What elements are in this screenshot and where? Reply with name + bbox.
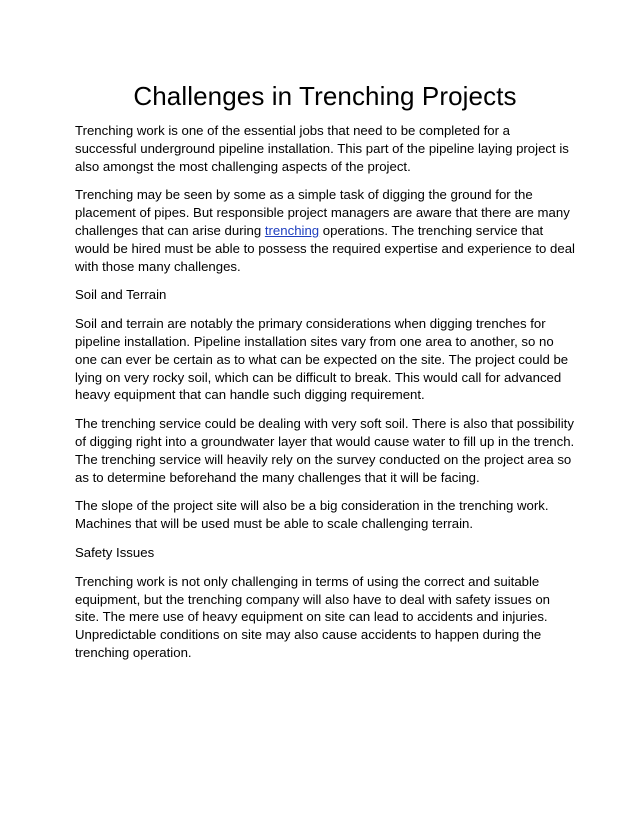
soil-paragraph-1: Soil and terrain are notably the primary considerations when digging trenches for pipeline installation. Pipeline installation sites vary from one area to another, so no one can ever be certain as to what can be expected on the site. The project could be lying on very rocky soil, which can be difficult to break. This would call for advanced heavy equipment that can handle such digging requirement. <box>75 316 569 403</box>
trenching-link[interactable]: trenching <box>264 222 320 238</box>
document-page <box>75 78 575 673</box>
soil-paragraph-2: The trenching service could be dealing with very soft soil. There is also that possibility of digging right into a groundwater layer that would cause water to fill up in the trench. The trenching service will heavily rely on the survey conducted on the project area so as to determine beforehand the many challenges that it will be facing. <box>75 416 575 485</box>
safety-paragraph: Trenching work is not only challenging in terms of using the correct and suitable equipment, but the trenching company will also have to deal with safety issues on site. The mere use of heavy equipment on site can lead to accidents and injuries. Unpredictable conditions on site may also cause accidents to happen during the trenching operation. <box>75 573 551 660</box>
section-heading-safety: Safety Issues <box>75 544 155 560</box>
overview-paragraph <box>75 186 575 275</box>
intro-paragraph: Trenching work is one of the essential jobs that need to be completed for a successful underground pipeline installation. This part of the pipeline laying project is also amongst the most challenging aspects of the project. <box>75 123 569 174</box>
document-title: Challenges in Trenching Projects <box>133 81 517 111</box>
overview-text-after-link: operations. The trenching service that would be hired must be able to possess the required expertise and experience to deal with those many challenges. <box>75 222 575 274</box>
slope-paragraph: The slope of the project site will also be a big consideration in the trenching work. Machines that will be used must be able to scale challenging terrain. <box>75 498 549 532</box>
section-heading-soil-terrain: Soil and Terrain <box>75 287 167 303</box>
overview-text-before-link: Trenching may be seen by some as a simple task of digging the ground for the placement of pipes. But responsible project managers are aware that there are many challenges that can arise during <box>75 187 570 238</box>
